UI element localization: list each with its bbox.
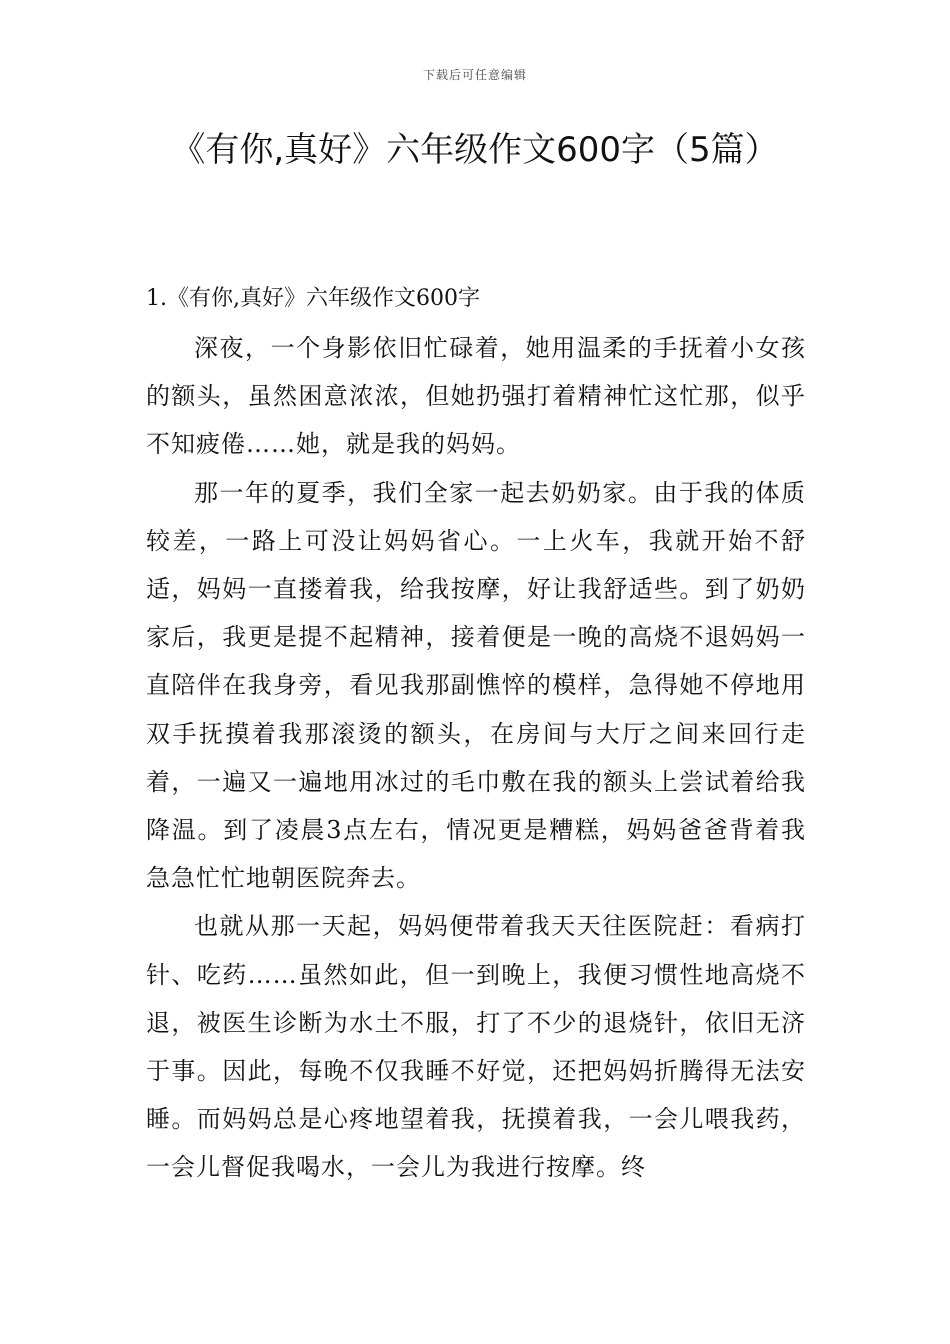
paragraph-2: 那一年的夏季，我们全家一起去奶奶家。由于我的体质较差，一路上可没让妈妈省心。一上火车，我就开始不舒适，妈妈一直搂着我，给我按摩，好让我舒适些。到了奶奶家后，我更是提不起精神，接着便是一晚的高烧不退妈妈一直陪伴在我身旁，看见我那副憔悴的模样，急得她不停地用双手抚摸着我那滚烫的额头，在房间与大厅之间来回行走着，一遍又一遍地用冰过的毛巾敷在我的额头上尝试着给我降温。到了凌晨3点左右，情况更是糟糕，妈妈爸爸背着我急急忙忙地朝医院奔去。: [146, 478, 806, 893]
paragraph-1: 深夜，一个身影依旧忙碌着，她用温柔的手抚着小女孩的额头，虽然困意浓浓，但她扔强打着精神忙这忙那，似乎不知疲倦……她，就是我的妈妈。: [146, 334, 806, 459]
header-note: 下载后可任意编辑: [422, 68, 527, 82]
section-heading: 1.《有你,真好》六年级作文600字: [146, 286, 480, 311]
document-body: [146, 280, 806, 1192]
document-title: 《有你,真好》六年级作文600字（5篇）: [171, 130, 779, 170]
paragraph-3: 也就从那一天起，妈妈便带着我天天往医院赶：看病打针、吃药……虽然如此，但一到晚上，我便习惯性地高烧不退，被医生诊断为水土不服，打了不少的退烧针，依旧无济于事。因此，每晚不仅我睡不好觉，还把妈妈折腾得无法安睡。而妈妈总是心疼地望着我，抚摸着我，一会儿喂我药，一会儿督促我喝水，一会儿为我进行按摩。终: [146, 912, 806, 1182]
